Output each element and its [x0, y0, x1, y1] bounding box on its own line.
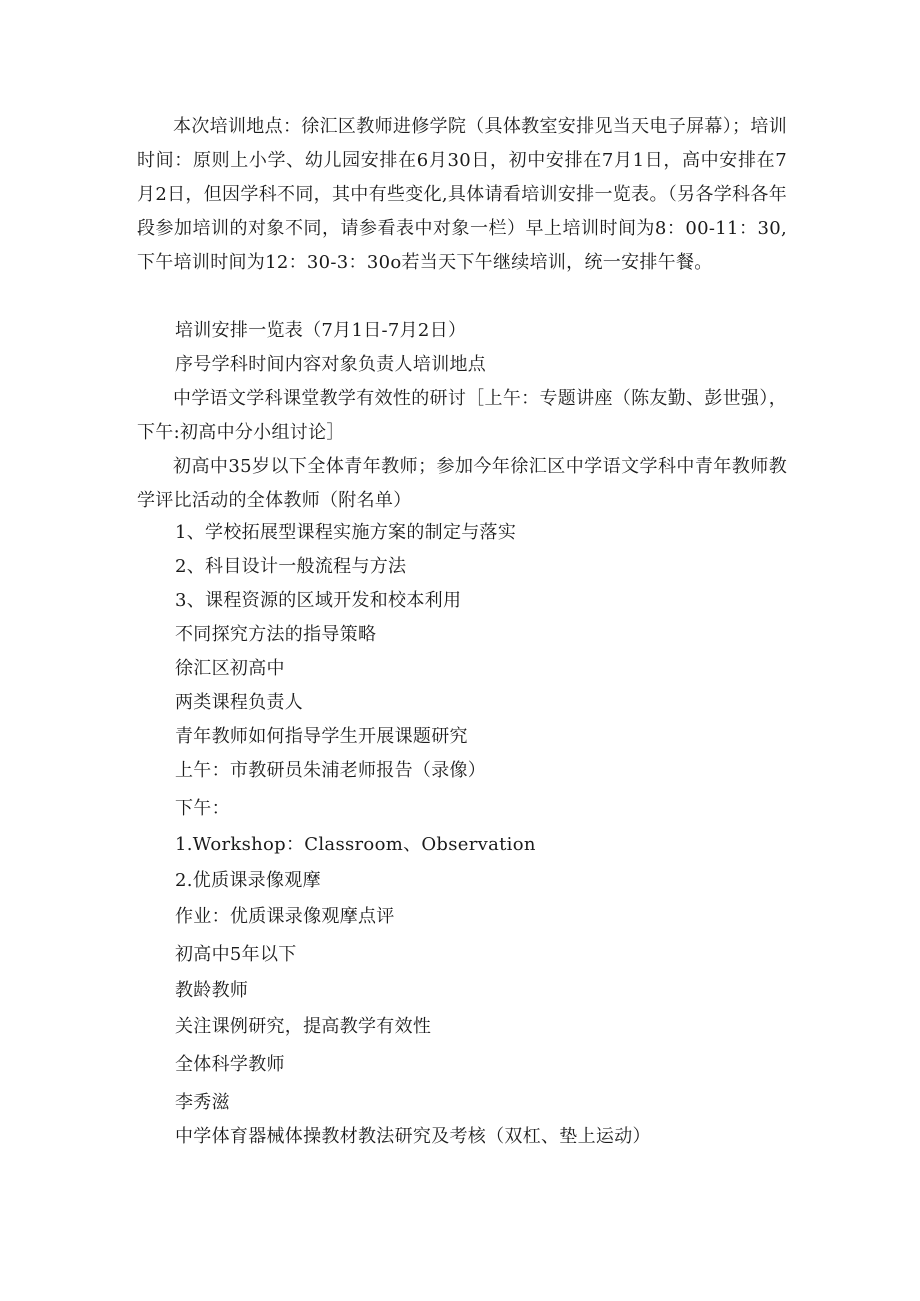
table-column-headers: 序号学科时间内容对象负责人培训地点 [175, 354, 487, 375]
chinese-subject-topic: 中学语文学科课堂教学有效性的研讨［上午：专题讲座（陈友勤、彭世强），下午:初高中分小组讨论］ [137, 388, 787, 443]
list-item: 上午：市教研员朱浦老师报告（录像） [175, 760, 487, 781]
list-item: 2、科目设计一般流程与方法 [175, 556, 407, 577]
list-item: 李秀滋 [175, 1092, 230, 1113]
list-item: 作业：优质课录像观摩点评 [175, 906, 395, 927]
list-item: 两类课程负责人 [175, 692, 304, 713]
schedule-table-title: 培训安排一览表（7月1日-7月2日） [175, 320, 467, 341]
list-item: 不同探究方法的指导策略 [175, 624, 377, 645]
list-item: 青年教师如何指导学生开展课题研究 [175, 726, 468, 747]
paragraph-training-location-time: 本次培训地点：徐汇区教师进修学院（具体教室安排见当天电子屏幕）；培训时间：原则上小学、幼儿园安排在6月30日，初中安排在7月1日，高中安排在7月2日，但因学科不同，其中有些变化,具体请看培训安排一览表。（另各学科各年段参加培训的对象不同，请参看表中对象一栏）早上培训时间为8：00-11：30,下午培训时间为12：30-3：30o若当天下午继续培训，统一安排午餐。 [137, 116, 787, 273]
list-item: 1、学校拓展型课程实施方案的制定与落实 [175, 522, 517, 543]
list-item: 全体科学教师 [175, 1054, 285, 1075]
list-item: 关注课例研究，提高教学有效性 [175, 1016, 432, 1037]
list-item: 1.Workshop：Classroom、Observation [175, 834, 536, 855]
list-item: 徐汇区初高中 [175, 658, 285, 679]
list-item: 初高中5年以下 [175, 944, 297, 965]
list-item: 下午： [175, 798, 230, 819]
list-item: 中学体育器械体操教材教法研究及考核（双杠、垫上运动） [175, 1126, 651, 1147]
chinese-subject-audience: 初高中35岁以下全体青年教师；参加今年徐汇区中学语文学科中青年教师教学评比活动的全体教师（附名单） [137, 456, 787, 511]
list-item: 教龄教师 [175, 980, 249, 1001]
list-item: 2.优质课录像观摩 [175, 870, 321, 891]
list-item: 3、课程资源的区域开发和校本利用 [175, 590, 462, 611]
